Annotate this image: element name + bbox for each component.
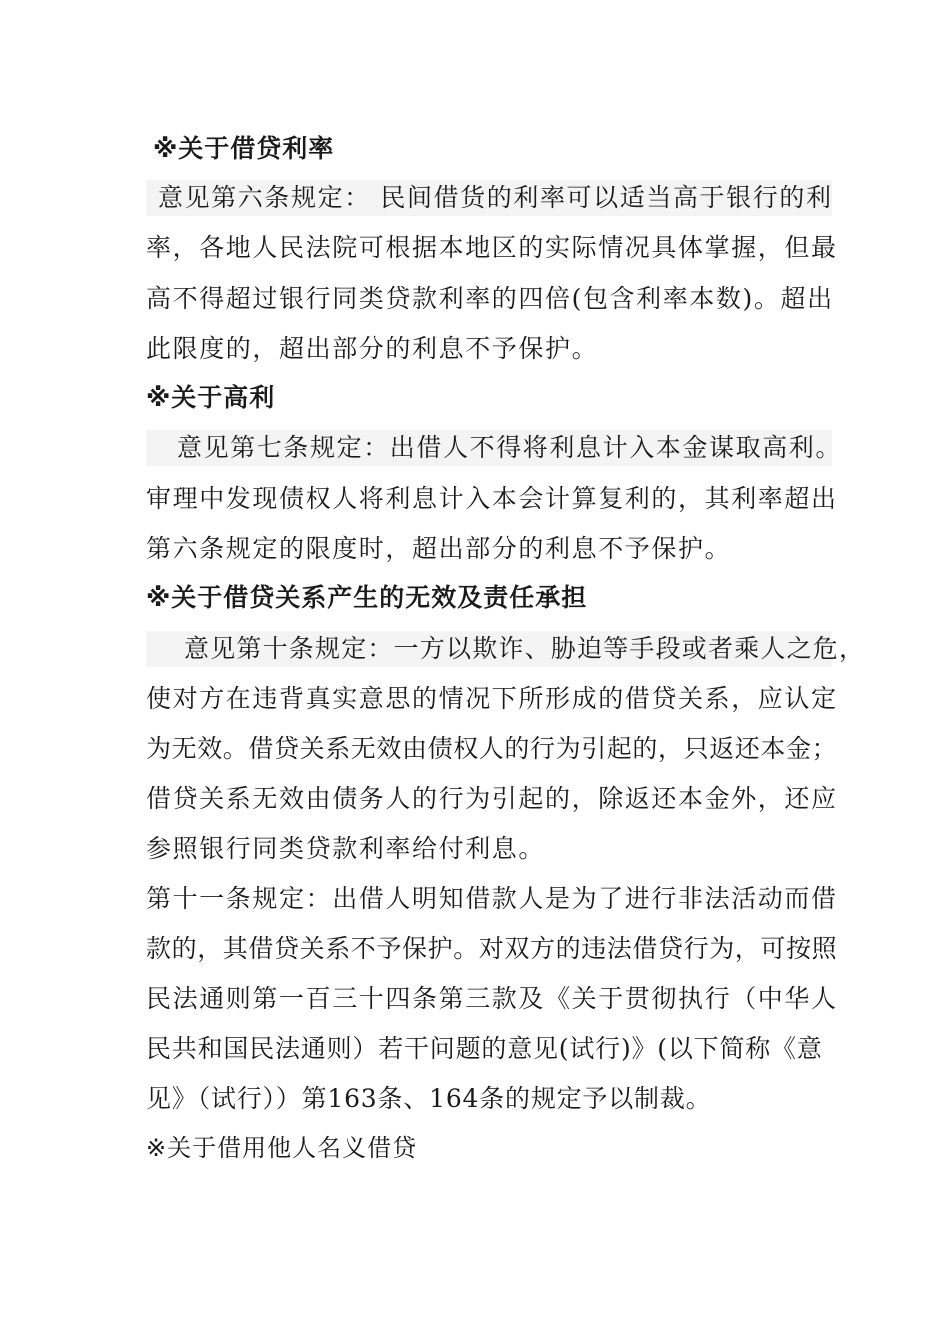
paragraph-line: 高不得超过银行同类贷款利率的四倍(包含利率本数)。超出 [146, 284, 834, 313]
paragraph-line: 为无效。借贷关系无效由债权人的行为引起的，只返还本金； [146, 734, 838, 763]
paragraph-line: 款的，其借贷关系不予保护。对双方的违法借贷行为，可按照 [146, 934, 838, 963]
paragraph-line: 借贷关系无效由债务人的行为引起的，除返还本金外，还应 [146, 784, 838, 813]
paragraph-line: 参照银行同类贷款利率给付利息。 [146, 834, 546, 863]
section-heading-loan-interest-rate: ※关于借贷利率 [153, 134, 335, 163]
paragraph-line: 此限度的，超出部分的利息不予保护。 [146, 334, 599, 363]
paragraph-line: 使对方在违背真实意思的情况下所形成的借贷关系，应认定 [146, 684, 838, 713]
paragraph-line: 意见第七条规定：出借人不得将利息计入本金谋取高利。 [177, 433, 843, 462]
section-heading-invalid-loan: ※关于借贷关系产生的无效及责任承担 [146, 583, 588, 612]
paragraph-line: 第六条规定的限度时，超出部分的利息不予保护。 [146, 534, 732, 563]
section-heading-borrowing-in-others-name: ※关于借用他人名义借贷 [146, 1134, 418, 1162]
paragraph-line: 见》（试行））第163条、164条的规定予以制裁。 [146, 1084, 712, 1113]
paragraph-line: 民共和国民法通则）若干问题的意见(试行)》(以下简称《意 [146, 1034, 823, 1063]
section-heading-high-interest: ※关于高利 [146, 383, 276, 412]
paragraph-line: 意见第十条规定：一方以欺诈、胁迫等手段或者乘人之危， [184, 634, 866, 663]
paragraph-line: 审理中发现债权人将利息计入本会计算复利的，其利率超出 [146, 484, 838, 513]
paragraph-line: 意见第六条规定： 民间借货的利率可以适当高于银行的利 [158, 183, 833, 212]
paragraph-line: 民法通则第一百三十四条第三款及《关于贯彻执行（中华人 [146, 984, 838, 1013]
paragraph-line: 率，各地人民法院可根据本地区的实际情况具体掌握，但最 [146, 233, 838, 262]
paragraph-line: 第十一条规定：出借人明知借款人是为了进行非法活动而借 [146, 884, 838, 913]
